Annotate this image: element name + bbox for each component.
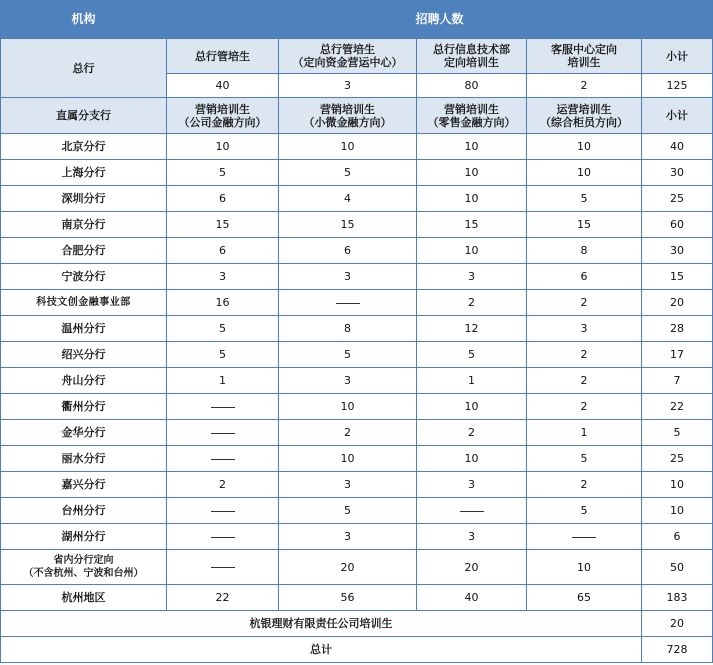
branch-row [1,134,713,160]
cell-text: 15 [464,218,479,231]
value-cell [167,342,279,368]
value-cell [417,472,527,498]
cell-text: 台州分行 [61,504,106,517]
cell-text: 3 [219,270,226,283]
value-cell [417,264,527,290]
branch-name [1,134,167,160]
cell-text: 南京分行 [61,218,106,231]
wealth-subsidiary-label [1,611,642,637]
subtotal-cell [642,74,713,98]
empty-dash [211,433,235,434]
cell-text: 运营培训生 [556,102,612,116]
value-cell [527,550,642,585]
cell-text: 30 [670,166,685,179]
cell-text: 20 [670,617,685,630]
value-cell [167,585,279,611]
subtotal-cell [642,264,713,290]
branch-row [1,420,713,446]
cell-text: 15 [340,218,355,231]
cell-text: 北京分行 [61,140,106,153]
cell-text: 舟山分行 [61,374,106,387]
column-header [167,39,279,74]
cell-text: 丽水分行 [61,452,106,465]
cell-text-line-2: （综合柜员方向） [540,115,628,129]
branch-name [1,290,167,316]
value-cell [527,368,642,394]
branch-row [1,316,713,342]
branch-row [1,585,713,611]
subtotal-cell [642,394,713,420]
cell-text: 25 [670,452,685,465]
branch-name [1,316,167,342]
subtotal-cell [642,316,713,342]
value-cell [417,342,527,368]
column-header [279,39,417,74]
branch-row [1,394,713,420]
cell-text: 1 [219,374,226,387]
subtotal-cell [642,446,713,472]
value-cell [527,238,642,264]
cell-text: 1 [468,374,475,387]
cell-text: 60 [670,218,685,231]
value-cell [167,524,279,550]
cell-text: 2 [468,426,475,439]
cell-text: 728 [666,643,688,656]
value-cell [417,290,527,316]
cell-text: 4 [344,192,351,205]
branch-row [1,212,713,238]
cell-text: 10 [464,400,479,413]
cell-text: 营销培训生 [195,102,250,116]
branch-name [1,446,167,472]
cell-text: 杭州地区 [61,591,106,604]
cell-text-line-2: （定向资金营运中心） [292,56,403,69]
cell-text: 总行信息技术部 [433,43,510,56]
branch-row [1,238,713,264]
value-cell [417,186,527,212]
branch-name [1,585,167,611]
value-cell [279,446,417,472]
cell-text: 22 [670,400,685,413]
subtotal-cell [642,186,713,212]
branch-row [1,186,713,212]
branch-name [1,160,167,186]
value-cell [279,472,417,498]
cell-text: 2 [219,478,226,491]
empty-dash [211,459,235,460]
subtotal-header [642,39,713,74]
column-header [527,39,642,74]
empty-dash [211,407,235,408]
branch-header-row [1,98,713,134]
cell-text: 深圳分行 [61,192,106,205]
value-cell [417,550,527,585]
cell-text: 50 [670,560,685,574]
recruit-count-header: 招聘人数 [167,1,713,39]
cell-text: 温州分行 [61,322,106,335]
wealth-subsidiary-row [1,611,713,637]
cell-text: 10 [340,140,355,153]
cell-text: 10 [464,192,479,205]
value-cell [417,585,527,611]
branch-row [1,264,713,290]
branch-row [1,342,713,368]
value-cell [527,74,642,98]
branch-name [1,524,167,550]
value-cell [527,290,642,316]
head-office-header-row [1,39,713,74]
value-cell [527,472,642,498]
cell-text: 80 [464,79,479,92]
value-cell [527,160,642,186]
cell-text: 3 [344,374,351,387]
value-cell [527,498,642,524]
cell-text: 25 [670,192,685,205]
branch-name [1,342,167,368]
subtotal-header [642,98,713,134]
value-cell [279,134,417,160]
value-cell [167,550,279,585]
cell-text: 10 [340,452,355,465]
cell-text: 8 [580,244,588,257]
cell-text: 7 [673,374,681,387]
cell-text: 总行 [72,61,95,75]
cell-text: 10 [670,478,685,491]
value-cell [279,316,417,342]
value-cell [527,524,642,550]
cell-text: 20 [340,560,355,574]
value-cell [167,134,279,160]
value-cell [527,420,642,446]
branch-row [1,368,713,394]
cell-text: 10 [464,452,479,465]
cell-text: 40 [464,591,479,604]
cell-text: 15 [577,218,591,231]
cell-text: 15 [215,218,230,231]
cell-text: 合肥分行 [61,244,106,257]
value-cell [279,238,417,264]
cell-text: 40 [670,140,685,153]
value-cell [279,186,417,212]
cell-text: 嘉兴分行 [61,478,106,491]
subtotal-cell [642,290,713,316]
value-cell [527,585,642,611]
cell-text: 15 [670,270,685,283]
value-cell [527,264,642,290]
subtotal-cell [642,550,713,585]
value-cell [279,420,417,446]
cell-text: 6 [344,244,351,257]
head-office-label [1,39,167,98]
value-cell [167,498,279,524]
subtotal-cell [642,238,713,264]
cell-text: 20 [670,296,685,309]
cell-text: 10 [577,560,591,574]
cell-text: 小计 [666,49,689,63]
value-cell [279,160,417,186]
subtotal-cell [642,212,713,238]
value-cell [167,316,279,342]
value-cell [279,550,417,585]
value-cell [167,290,279,316]
header-row [1,1,713,39]
value-cell [279,74,417,98]
empty-dash [211,567,235,568]
cell-text: 10 [464,244,479,257]
cell-text: 6 [673,530,681,543]
cell-text: 5 [219,322,226,335]
cell-text: 5 [219,348,226,361]
column-header [527,98,642,134]
cell-text: 2 [580,296,588,309]
cell-text: 5 [344,504,351,517]
cell-text: 金华分行 [61,426,106,439]
value-cell [279,585,417,611]
table-body [1,1,713,663]
branch-name [1,550,167,585]
empty-dash [572,537,596,538]
value-cell [527,212,642,238]
cell-text-line-2: 定向培训生 [444,56,499,69]
cell-text: 客服中心定向 [551,43,617,56]
cell-text: 65 [577,591,591,604]
cell-text: 科技文创金融事业部 [36,297,131,308]
value-cell [527,134,642,160]
cell-text: 衢州分行 [61,400,106,413]
value-cell [527,446,642,472]
branch-row [1,472,713,498]
branch-row [1,550,713,585]
cell-text: 1 [580,426,588,439]
cell-text: 小计 [666,109,689,122]
value-cell [527,316,642,342]
branch-name [1,472,167,498]
value-cell [279,368,417,394]
value-cell [167,212,279,238]
cell-text: 10 [464,140,479,153]
value-cell [417,316,527,342]
cell-text: 183 [666,591,688,604]
value-cell [167,238,279,264]
branch-name [1,238,167,264]
cell-text: 营销培训生 [444,102,499,116]
cell-text: 10 [464,166,479,179]
value-cell [417,74,527,98]
branch-name [1,264,167,290]
value-cell [167,368,279,394]
cell-text: 5 [219,166,226,179]
branch-row [1,160,713,186]
value-cell [167,264,279,290]
value-cell [167,446,279,472]
value-cell [167,472,279,498]
branch-header-label [1,98,167,134]
subtotal-cell [642,342,713,368]
cell-text: 10 [340,400,355,413]
value-cell [167,394,279,420]
cell-text: 40 [215,79,230,92]
cell-text: 6 [219,192,226,205]
cell-text: 3 [580,322,588,335]
value-cell [417,368,527,394]
cell-text: 56 [340,591,355,604]
subtotal-cell [642,585,713,611]
cell-text: 5 [673,426,681,439]
total-row [1,637,713,663]
value-cell [417,524,527,550]
column-header [279,98,417,134]
value-cell [417,160,527,186]
value-cell [527,394,642,420]
cell-text: 2 [580,348,588,361]
institution-header: 机构 [1,1,167,39]
cell-text: 17 [670,348,685,361]
branch-row [1,446,713,472]
subtotal-cell [642,134,713,160]
cell-text-line-2: 培训生 [567,56,601,69]
cell-text: 总行管培生 [195,49,250,63]
cell-text: 10 [215,140,230,153]
value-cell [279,524,417,550]
cell-text: 2 [580,400,588,413]
cell-text: 30 [670,244,685,257]
cell-text-line-2: （公司金融方向） [178,115,267,129]
cell-text: 5 [344,166,351,179]
value-cell [279,498,417,524]
total-label [1,637,642,663]
cell-text: 省内分行定向 [53,555,114,566]
branch-name [1,212,167,238]
value-cell [527,342,642,368]
subtotal-cell [642,368,713,394]
cell-text: 3 [468,478,475,491]
cell-text: 宁波分行 [61,270,106,283]
value-cell [527,186,642,212]
cell-text: 2 [468,296,475,309]
cell-text: 12 [464,322,479,335]
value-cell [167,160,279,186]
cell-text: 3 [344,270,351,283]
value-cell [417,394,527,420]
cell-text: 2 [580,79,588,92]
cell-text: 5 [580,452,588,465]
cell-text: 20 [464,560,479,574]
column-header [417,39,527,74]
branch-row [1,524,713,550]
value-cell [417,446,527,472]
empty-dash [211,511,235,512]
cell-text: 8 [344,322,351,335]
value-cell [417,134,527,160]
cell-text-line-2: （零售金融方向） [427,115,516,129]
cell-text: 5 [468,348,475,361]
cell-text: 22 [215,591,230,604]
value-cell [167,74,279,98]
value-cell [417,498,527,524]
empty-dash [336,303,360,304]
cell-text: 5 [580,504,588,517]
empty-dash [460,511,484,512]
cell-text: 3 [344,478,351,491]
cell-text: 3 [468,530,475,543]
cell-text: 28 [670,322,685,335]
cell-text: 2 [580,478,588,491]
subtotal-cell [642,160,713,186]
subtotal-cell [642,498,713,524]
value-cell [167,186,279,212]
branch-row [1,290,713,316]
cell-text: 2 [580,374,588,387]
cell-text: 5 [344,348,351,361]
branch-name [1,394,167,420]
wealth-subsidiary-value [642,611,713,637]
value-cell [279,290,417,316]
cell-text: 3 [468,270,475,283]
column-header [417,98,527,134]
value-cell [279,342,417,368]
value-cell [417,212,527,238]
cell-text: 总计 [310,643,332,656]
subtotal-cell [642,524,713,550]
subtotal-cell [642,472,713,498]
cell-text-line-2: （小微金融方向） [303,115,392,129]
value-cell [167,420,279,446]
cell-text: 绍兴分行 [61,348,106,361]
cell-text: 10 [577,140,591,153]
subtotal-cell [642,420,713,446]
empty-dash [211,537,235,538]
value-cell [417,420,527,446]
cell-text: 3 [344,530,351,543]
cell-text: 10 [577,166,591,179]
branch-row [1,498,713,524]
branch-name [1,420,167,446]
cell-text: 总行管培生 [320,43,375,56]
cell-text: 2 [344,426,351,439]
branch-name [1,186,167,212]
cell-text: 3 [344,79,351,92]
cell-text: 16 [215,296,230,309]
value-cell [279,394,417,420]
cell-text: 6 [580,270,588,283]
cell-text: 5 [580,192,588,205]
cell-text: 6 [219,244,226,257]
cell-text: 直属分支行 [56,109,111,122]
branch-name [1,498,167,524]
column-header [167,98,279,134]
cell-text: 湖州分行 [61,530,106,543]
cell-text: 杭银理财有限责任公司培训生 [249,617,393,630]
cell-text: 10 [670,504,685,517]
cell-text: 125 [666,79,688,92]
cell-text-line-2: （不含杭州、宁波和台州） [23,568,144,579]
value-cell [279,264,417,290]
value-cell [417,238,527,264]
cell-text: 上海分行 [61,166,106,179]
total-value [642,637,713,663]
value-cell [279,212,417,238]
cell-text: 营销培训生 [320,102,375,116]
branch-name [1,368,167,394]
